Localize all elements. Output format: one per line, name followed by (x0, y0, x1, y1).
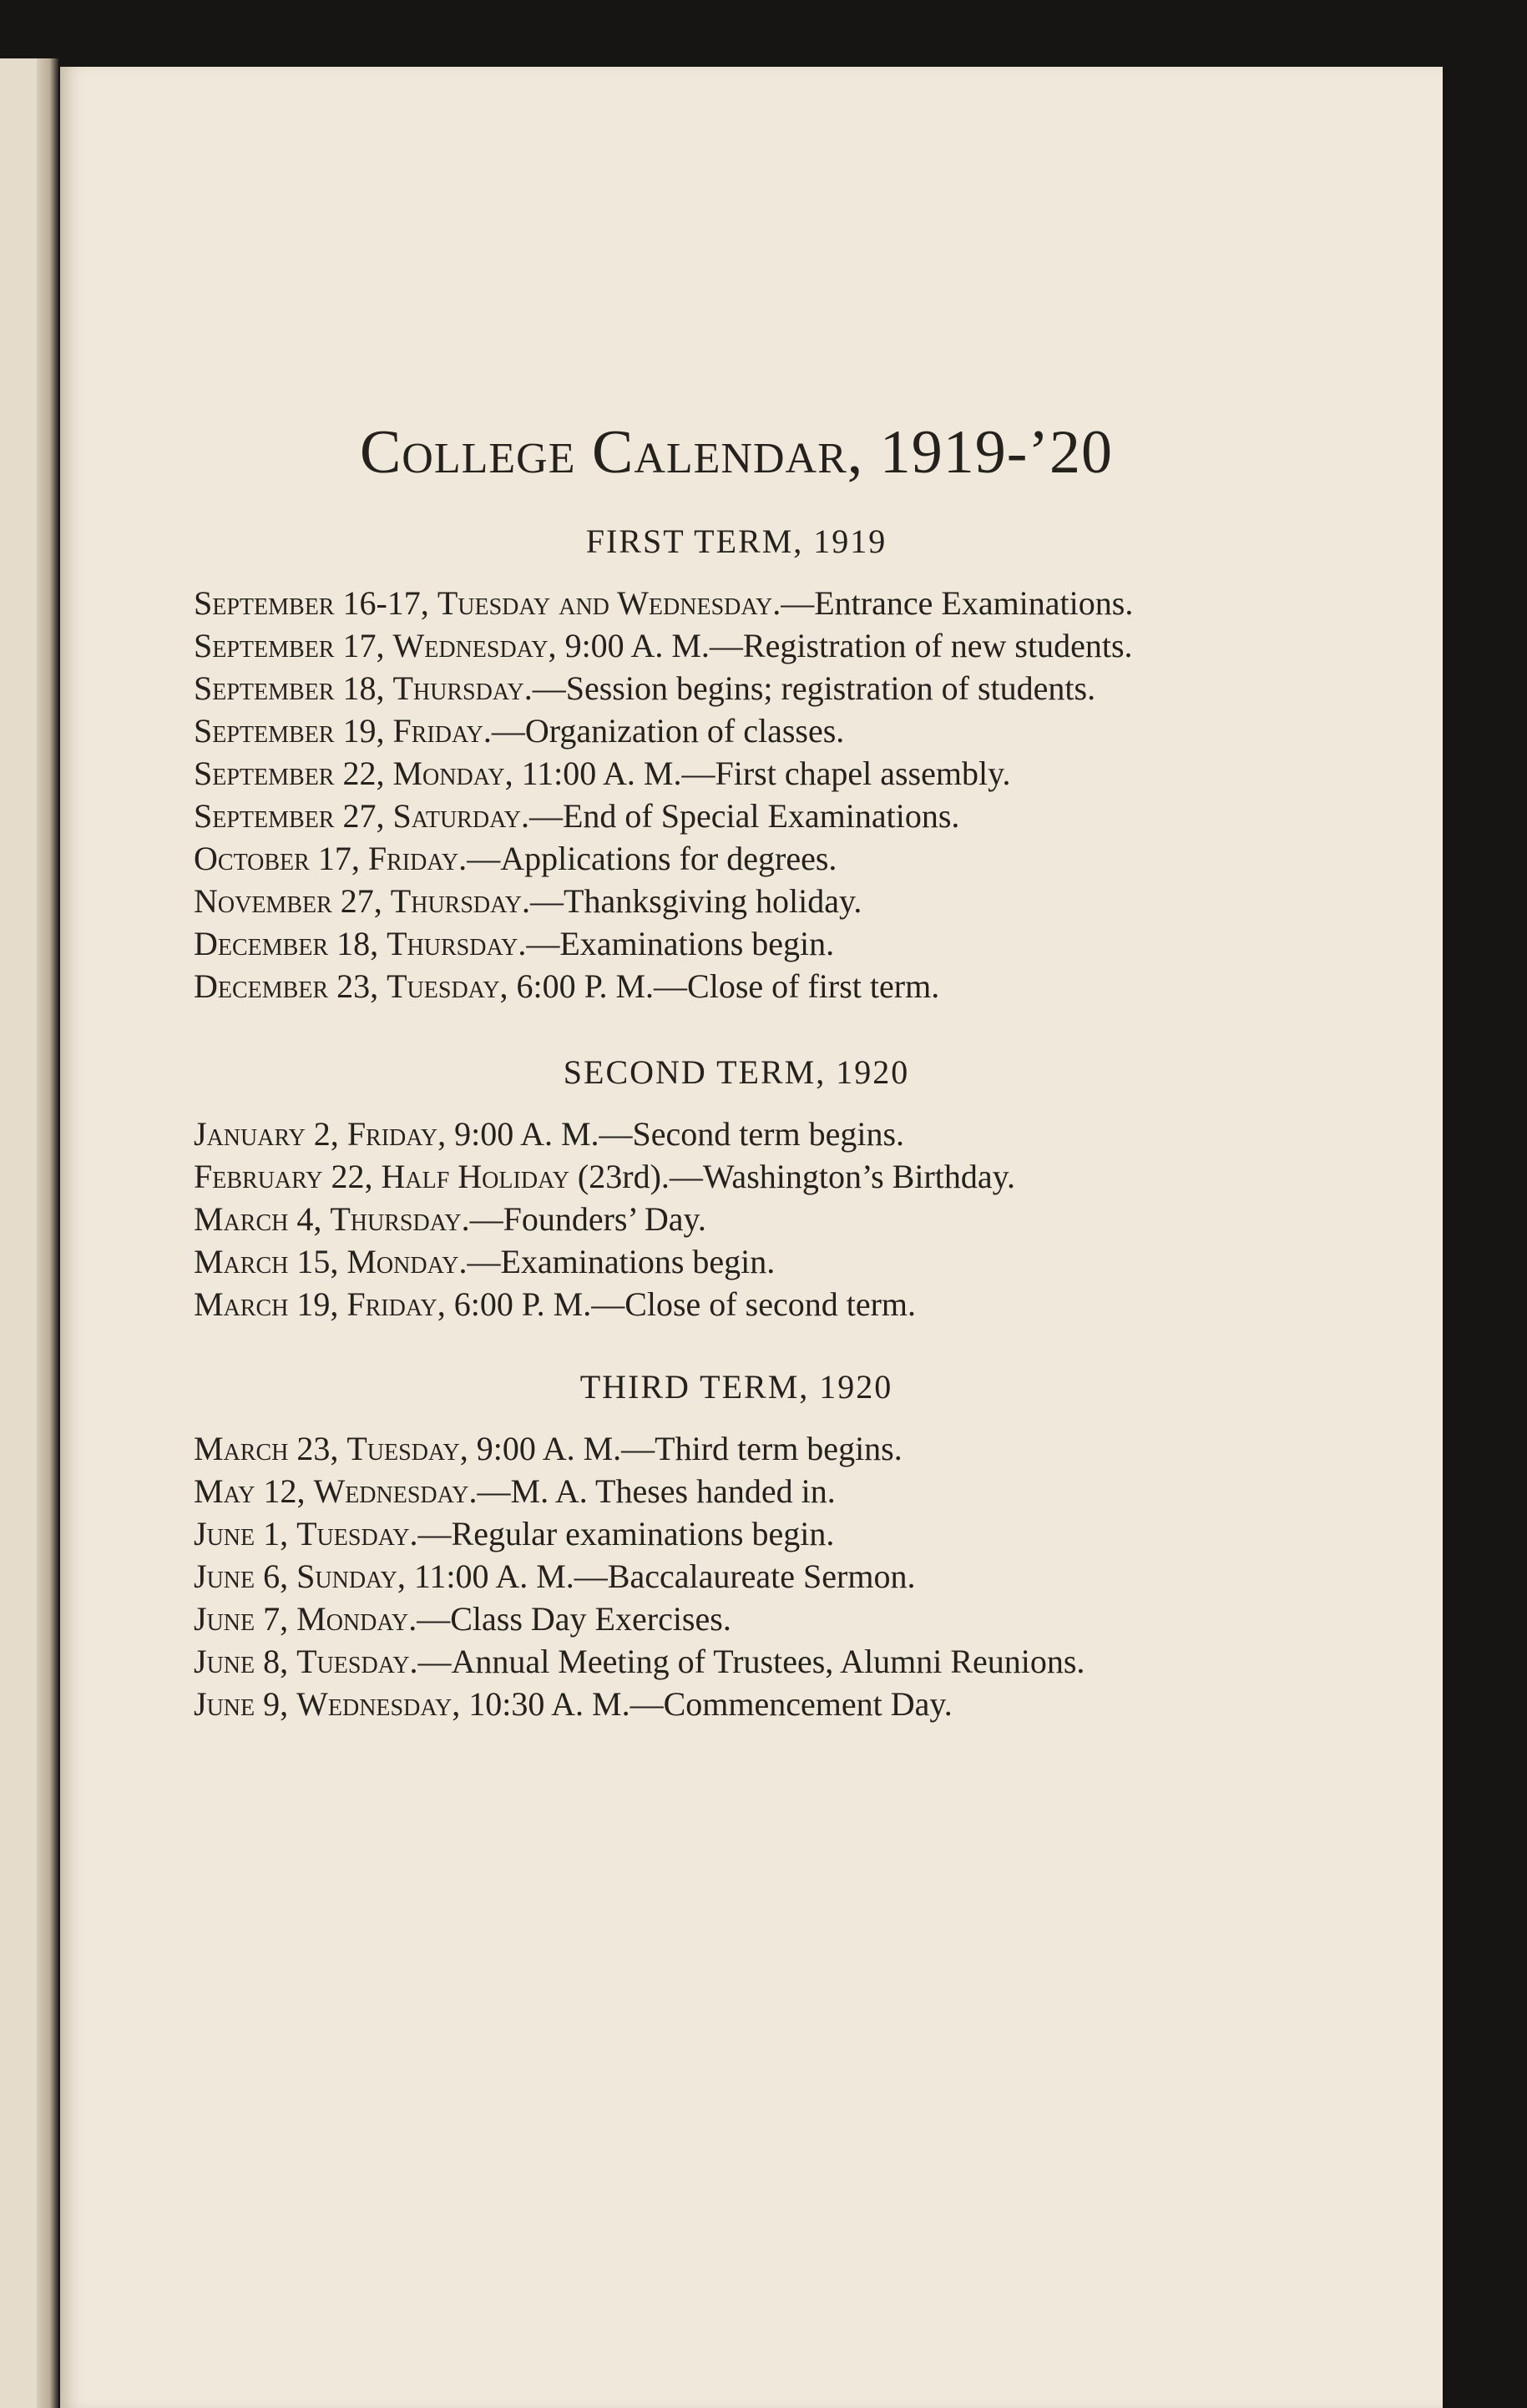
calendar-entry (194, 1198, 1279, 1240)
calendar-content (194, 418, 1279, 1750)
term-heading: THIRD TERM, 1920 (579, 1368, 893, 1406)
calendar-entry (194, 667, 1279, 709)
entry-date: September 27, (194, 797, 385, 835)
entry-day: Friday, (346, 1285, 446, 1323)
entry-text: —Examinations begin. (526, 925, 835, 962)
entry-day: Thursday. (330, 1200, 470, 1238)
entry-text: —Class Day Exercises. (417, 1600, 731, 1638)
entry-text: 6:00 P. M.—Close of second term. (445, 1285, 917, 1323)
entry-text: 10:30 A. M.—Commencement Day. (460, 1685, 953, 1723)
entry-day: Sunday, (296, 1557, 406, 1595)
entry-text: —Organization of classes. (491, 712, 845, 750)
calendar-entry (194, 582, 1279, 624)
entry-day: Half Holiday (381, 1158, 569, 1195)
entry-date: January 2, (194, 1115, 339, 1153)
entry-date: November 27, (194, 882, 382, 920)
calendar-entry (194, 795, 1279, 837)
entry-day: Wednesday, (392, 627, 557, 664)
term-section-second (194, 1048, 1279, 1325)
term-section-third (194, 1362, 1279, 1725)
term-entry-list (194, 582, 1279, 1007)
entry-day: Monday. (296, 1600, 417, 1638)
calendar-entry (194, 922, 1279, 965)
entry-date: September 17, (194, 627, 385, 664)
calendar-entry (194, 1683, 1279, 1725)
calendar-entry (194, 1427, 1279, 1470)
entry-text: —End of Special Examinations. (528, 797, 960, 835)
calendar-entry (194, 752, 1279, 795)
entry-day: Tuesday. (296, 1515, 418, 1552)
book-gutter-shadow (37, 58, 58, 2408)
entry-text: —Founders’ Day. (469, 1200, 706, 1238)
entry-day: Monday. (346, 1243, 468, 1280)
entry-date: September 19, (194, 712, 385, 750)
term-entry-list (194, 1427, 1279, 1725)
calendar-entry (194, 880, 1279, 922)
entry-day: Wednesday. (313, 1472, 478, 1510)
term-section-first (194, 517, 1279, 1007)
entry-date: March 19, (194, 1285, 339, 1323)
entry-day: Tuesday, (387, 967, 508, 1005)
entry-text: —M. A. Theses handed in. (477, 1472, 836, 1510)
entry-date: June 1, (194, 1515, 289, 1552)
entry-text: 6:00 P. M.—Close of first term. (508, 967, 940, 1005)
entry-date: October 17, (194, 840, 360, 877)
page-title: College Calendar, 1919-’20 (359, 418, 1114, 487)
entry-date: June 6, (194, 1557, 289, 1595)
entry-text: 11:00 A. M.—Baccalaureate Sermon. (405, 1557, 916, 1595)
entry-text: —Thanksgiving holiday. (530, 882, 862, 920)
entry-text: —Applications for degrees. (467, 840, 837, 877)
entry-day: Tuesday. (296, 1643, 418, 1680)
calendar-entry (194, 1240, 1279, 1283)
calendar-entry (194, 1283, 1279, 1325)
entry-text: —Entrance Examinations. (781, 584, 1134, 622)
calendar-entry (194, 1598, 1279, 1640)
entry-text: —Annual Meeting of Trustees, Alumni Reunions. (417, 1643, 1085, 1680)
entry-date: March 4, (194, 1200, 322, 1238)
calendar-entry (194, 709, 1279, 752)
entry-date: September 16-17, (194, 584, 429, 622)
entry-day: Tuesday, (346, 1430, 468, 1467)
entry-text: 9:00 A. M.—Registration of new students. (556, 627, 1133, 664)
entry-date: December 18, (194, 925, 379, 962)
entry-date: June 8, (194, 1643, 289, 1680)
calendar-entry (194, 837, 1279, 880)
calendar-entry (194, 965, 1279, 1007)
entry-text: —Session begins; registration of students. (532, 669, 1096, 707)
entry-date: February 22, (194, 1158, 373, 1195)
entry-text: —Examinations begin. (467, 1243, 776, 1280)
entry-date: March 15, (194, 1243, 339, 1280)
entry-text: 9:00 A. M.—Second term begins. (446, 1115, 905, 1153)
entry-date: December 23, (194, 967, 379, 1005)
entry-day: Friday. (367, 840, 468, 877)
entry-text: 9:00 A. M.—Third term begins. (468, 1430, 903, 1467)
entry-date: June 7, (194, 1600, 289, 1638)
entry-date: March 23, (194, 1430, 339, 1467)
calendar-entry (194, 1555, 1279, 1598)
entry-day: Friday, (346, 1115, 447, 1153)
entry-day: Friday. (392, 712, 492, 750)
entry-text: —Regular examinations begin. (417, 1515, 835, 1552)
entry-date: September 22, (194, 755, 385, 792)
calendar-entry (194, 1113, 1279, 1155)
calendar-entry (194, 1512, 1279, 1555)
term-heading: FIRST TERM, 1919 (585, 522, 887, 560)
calendar-entry (194, 1640, 1279, 1683)
entry-day: Monday, (392, 755, 513, 792)
calendar-entry (194, 1155, 1279, 1198)
entry-day: Thursday. (390, 882, 531, 920)
entry-date: May 12, (194, 1472, 306, 1510)
entry-day: Saturday. (392, 797, 529, 835)
document-page (60, 67, 1443, 2408)
entry-day: Thursday. (392, 669, 533, 707)
entry-day: Wednesday, (296, 1685, 461, 1723)
entry-text: 11:00 A. M.—First chapel assembly. (513, 755, 1011, 792)
entry-text: (23rd).—Washington’s Birthday. (569, 1158, 1016, 1195)
entry-day: Tuesday and Wednesday. (437, 584, 781, 622)
calendar-entry (194, 1470, 1279, 1512)
term-entry-list (194, 1113, 1279, 1325)
term-heading: SECOND TERM, 1920 (563, 1053, 910, 1091)
entry-date: June 9, (194, 1685, 289, 1723)
calendar-entry (194, 624, 1279, 667)
entry-date: September 18, (194, 669, 385, 707)
entry-day: Thursday. (387, 925, 527, 962)
